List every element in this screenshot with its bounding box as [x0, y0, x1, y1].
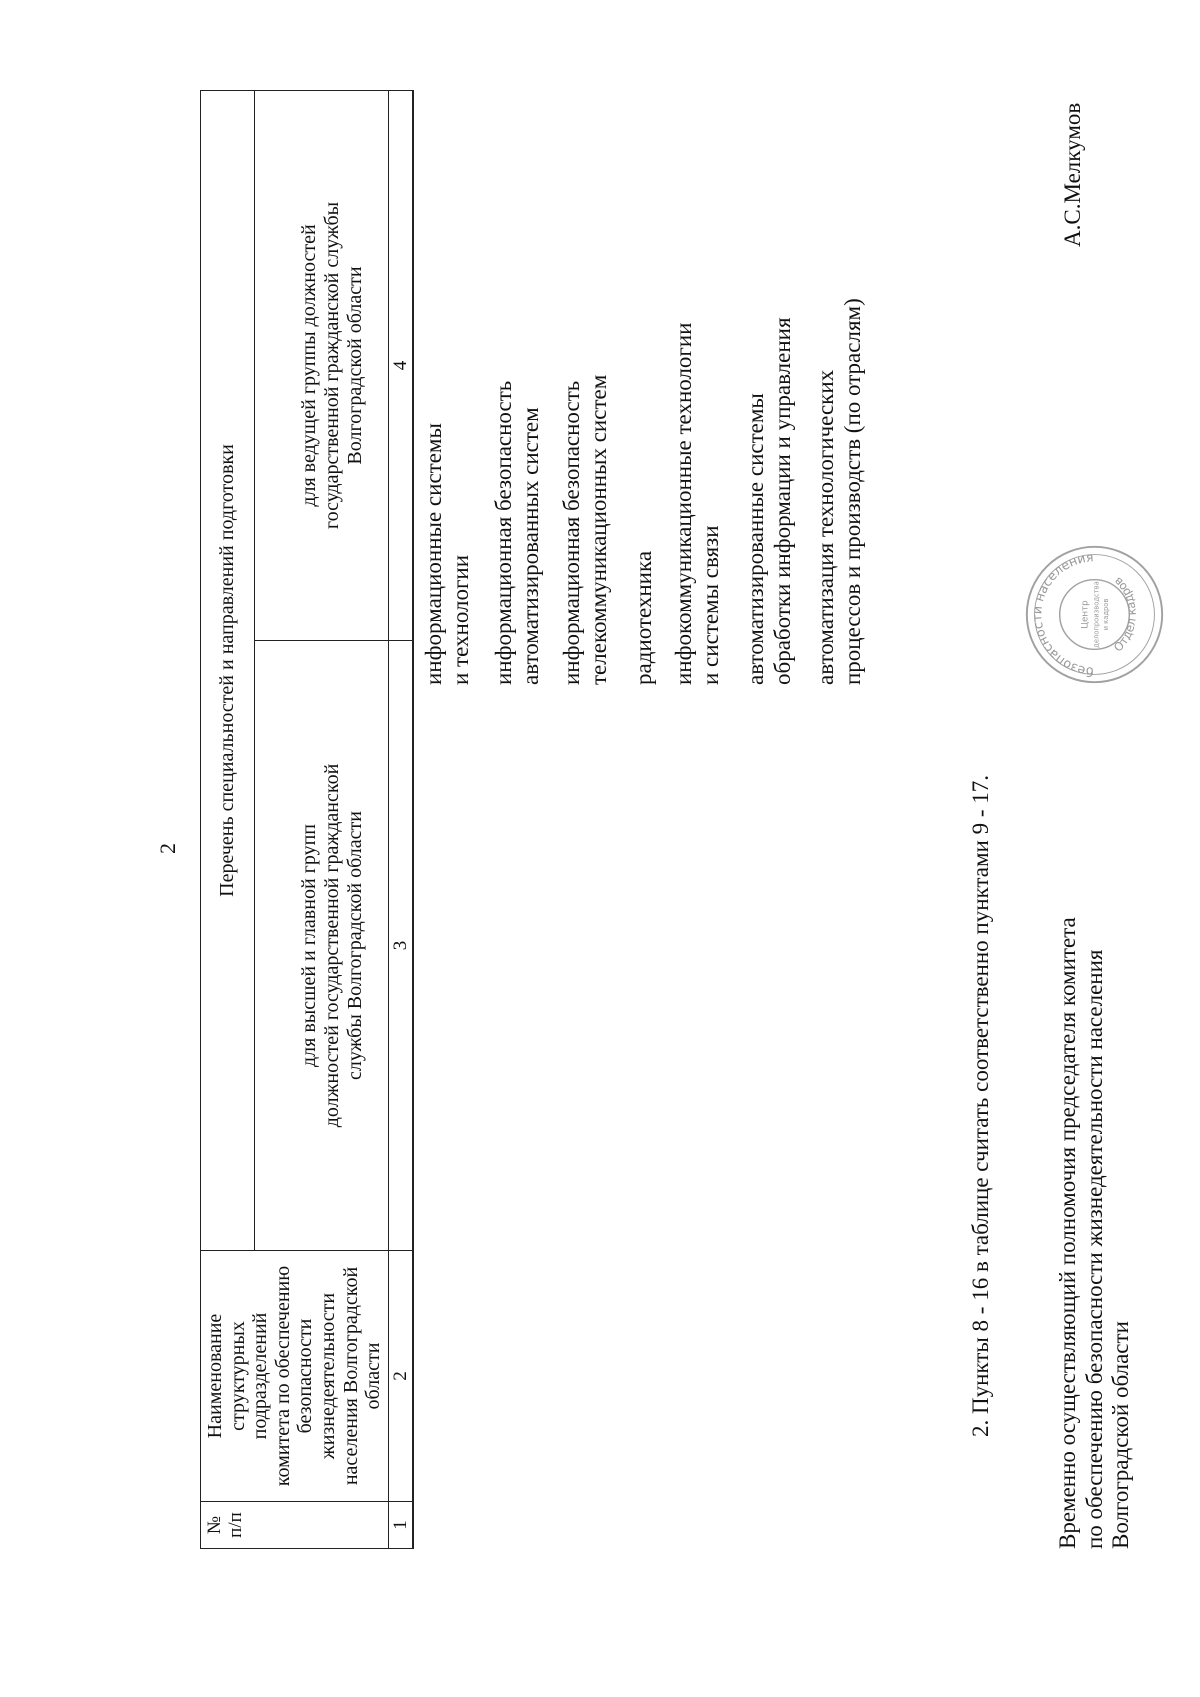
column-number: 2 [388, 1251, 413, 1502]
specialty-line: радиотехника [631, 550, 656, 685]
specialty-line: обработки информации и управления [770, 317, 796, 685]
header-line: для ведущей группы должностей [298, 224, 321, 507]
signatory-title-line: Волгоградской области [1108, 1321, 1134, 1549]
column-number: 1 [388, 1502, 413, 1549]
table-column-numbers-row [388, 91, 413, 1549]
svg-text:Отдел кадров [1111, 574, 1139, 654]
header-line: № [204, 1515, 225, 1535]
header-line: для высшей и главной групп [298, 823, 321, 1068]
specialty-item [670, 323, 724, 686]
specialties-table [200, 90, 414, 1549]
column-number: 4 [388, 91, 413, 641]
specialty-item [558, 375, 612, 685]
stamp-center-text: делопроизводства [1092, 581, 1101, 648]
signatory-title-line: по обеспечению безопасности жизнедеятельности населения [1081, 949, 1107, 1549]
specialty-item [812, 298, 866, 685]
signatory-title [1055, 917, 1135, 1549]
specialty-line: инфокоммуникационные технологии [671, 322, 696, 685]
specialty-line: и системы связи [698, 525, 724, 685]
header-line: безопасности жизнедеятельности [294, 1292, 339, 1460]
header-line: Наименование [204, 1313, 226, 1439]
table-header-row-1 [201, 91, 255, 1549]
header-line: должностей государственной гражданской [320, 763, 343, 1128]
stamp-ring-top-text: безопасности населения [1029, 549, 1095, 680]
column-number: 3 [388, 641, 413, 1251]
specialty-line: автоматизированных систем [518, 407, 544, 685]
specialty-line: информационная безопасность [491, 380, 516, 685]
specialty-line: информационная безопасность [559, 380, 584, 685]
specialty-line: автоматизация технологических [813, 369, 838, 685]
specialty-line: телекоммуникационных систем [586, 374, 612, 685]
specialty-item [490, 381, 544, 685]
official-stamp-icon [1022, 542, 1167, 687]
specialty-line: информационные системы [421, 423, 446, 685]
header-line: службы Волгоградской области [343, 811, 366, 1080]
specialty-item [630, 551, 657, 685]
header-line: п/п [225, 1512, 247, 1538]
signatory-title-line: Временно осуществляющий полномочия председателя комитета [1055, 917, 1080, 1549]
amendment-note: 2. Пункты 8 - 16 в таблице считать соответственно пунктами 9 - 17. [968, 775, 993, 1437]
header-unit-name-cell [201, 1251, 389, 1502]
header-number-cell [201, 1502, 389, 1549]
stamp-center-text: и кадров [1102, 598, 1111, 631]
header-group-cell: Перечень специальностей и направлений подготовки [201, 91, 255, 1251]
header-leading-group-cell [254, 91, 388, 641]
signatory-name: А.С.Мелкумов [1060, 102, 1085, 247]
header-senior-groups-cell [254, 641, 388, 1251]
header-line: государственной гражданской службы [320, 201, 343, 530]
stamp-center-text: Центр [1080, 600, 1091, 629]
header-line: структурных подразделений [226, 1312, 272, 1440]
specialty-line: и технологии [448, 554, 474, 685]
header-line: комитета по обеспечению [271, 1265, 294, 1487]
specialty-line: процессов и производств (по отраслям) [840, 298, 866, 685]
header-line: населения Волгоградской области [339, 1266, 385, 1486]
stamp-ring-bottom-text: Отдел кадров [1110, 574, 1139, 655]
page-number: 2 [155, 843, 180, 854]
specialty-item [420, 423, 474, 685]
specialty-item [742, 317, 796, 685]
specialty-line: автоматизированные системы [743, 393, 768, 685]
header-line: Волгоградской области [343, 266, 366, 465]
